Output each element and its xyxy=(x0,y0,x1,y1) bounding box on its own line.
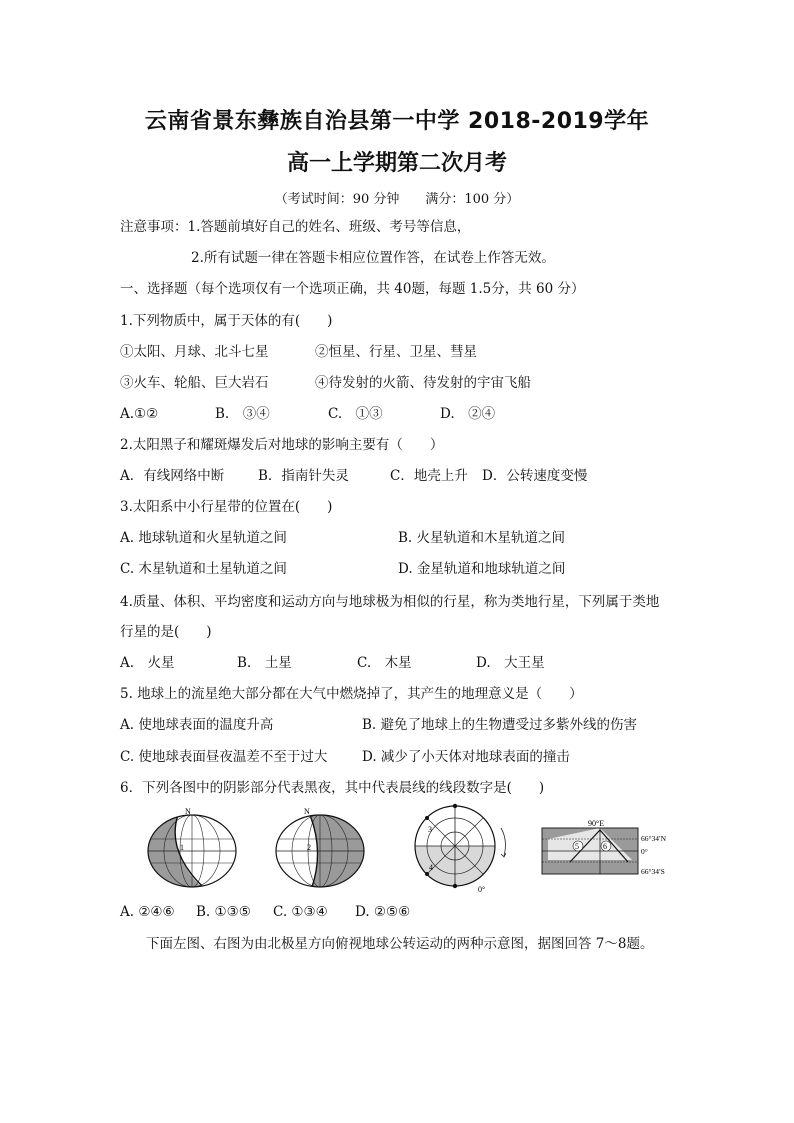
fig3-label-3: 3 xyxy=(428,825,432,834)
q4-stem-line2: 行星的是( ) xyxy=(120,624,212,640)
q6-option-a: A. ②④⑥ xyxy=(120,904,175,920)
q2-option-a: A．有线网络中断 xyxy=(120,468,225,484)
q4-option-d: D. 大王星 xyxy=(476,655,545,671)
q5-option-a: A. 使地球表面的温度升高 xyxy=(120,717,274,733)
q1-option-c: C. ①③ xyxy=(328,406,383,422)
q4-stem-line1: 4.质量、体积、平均密度和运动方向与地球极为相似的行星，称为类地行星，下列属于类地 xyxy=(120,594,660,610)
q4-option-a: A. 火星 xyxy=(120,655,175,671)
q1-item-2: ②恒星、行星、卫星、彗星 xyxy=(315,344,477,360)
q6-option-b: B. ①③⑤ xyxy=(196,904,251,920)
fig1-segment-label: 1 xyxy=(180,843,184,852)
q1-stem: 1.下列物质中，属于天体的有( ) xyxy=(120,313,333,329)
fig4-label-5: 5 xyxy=(575,842,579,851)
fig3-label-4: 4 xyxy=(429,863,433,872)
q2-option-c: C．地壳上升 xyxy=(390,468,468,484)
notice-line-2: 2.所有试题一律在答题卡相应位置作答，在试卷上作答无效。 xyxy=(191,250,555,266)
q1-option-b: B. ③④ xyxy=(215,406,270,422)
fig4-equator-label: 0° xyxy=(641,847,648,856)
fig4-lats-label: 66°34′S xyxy=(641,867,665,876)
q3-option-a: A. 地球轨道和火星轨道之间 xyxy=(120,530,287,546)
q5-option-c: C. 使地球表面昼夜温差不至于过大 xyxy=(120,749,328,765)
q2-stem: 2.太阳黑子和耀斑爆发后对地球的影响主要有（ ） xyxy=(120,437,444,453)
q1-item-3: ③火车、轮船、巨大岩石 xyxy=(120,375,269,391)
q6-option-d: D. ②⑤⑥ xyxy=(355,904,411,920)
q3-option-d: D. 金星轨道和地球轨道之间 xyxy=(398,561,566,577)
q2-option-d: D．公转速度变慢 xyxy=(482,468,588,484)
q5-option-b: B. 避免了地球上的生物遭受过多紫外线的伤害 xyxy=(362,717,638,733)
q5-stem: 5. 地球上的流星绝大部分都在大气中燃烧掉了，其产生的地理意义是（ ） xyxy=(120,686,583,702)
exam-title-line1: 云南省景东彝族自治县第一中学 2018-2019学年 xyxy=(144,109,650,134)
fig2-n-label: N xyxy=(304,807,310,816)
q3-option-c: C. 木星轨道和土星轨道之间 xyxy=(120,561,287,577)
passage-7-8: 下面左图、右图为由北极星方向俯视地球公转运动的两种示意图，据图回答 7～8题。 xyxy=(146,936,654,952)
notice-line-1: 注意事项：1.答题前填好自己的姓名、班级、考号等信息， xyxy=(120,219,471,235)
q3-option-b: B. 火星轨道和木星轨道之间 xyxy=(398,530,566,546)
fig4-latn-label: 66°34′N xyxy=(641,834,667,843)
q1-option-a: A.①② xyxy=(120,406,159,422)
fig2-segment-label: 2 xyxy=(307,843,311,852)
q5-option-d: D. 减少了小天体对地球表面的撞击 xyxy=(362,749,570,765)
exam-info: （考试时间：90 分钟 满分：100 分） xyxy=(274,192,520,207)
q6-figure-2 xyxy=(270,806,372,892)
q6-figure-1 xyxy=(142,806,244,892)
fig3-zero-label: 0° xyxy=(478,885,486,894)
q2-option-b: B．指南针失灵 xyxy=(258,468,349,484)
q6-figure-4 xyxy=(540,818,700,878)
fig1-n-label: N xyxy=(185,807,191,816)
q1-item-4: ④待发射的火箭、待发射的宇宙飞船 xyxy=(315,375,531,391)
q6-stem: 6．下列各图中的阴影部分代表黑夜，其中代表晨线的线段数字是( ) xyxy=(120,780,545,796)
q1-option-d: D. ②④ xyxy=(440,406,496,422)
q6-option-c: C. ①③④ xyxy=(273,904,328,920)
q6-figure-3 xyxy=(398,800,523,895)
fig4-longitude-label: 90°E xyxy=(588,819,605,828)
q4-option-c: C. 木星 xyxy=(357,655,412,671)
fig4-label-6: 6 xyxy=(603,842,607,851)
section-heading: 一、选择题（每个选项仅有一个选项正确，共 40题，每题 1.5分，共 60 分） xyxy=(120,281,585,297)
exam-title-line2: 高一上学期第二次月考 xyxy=(286,151,507,176)
q3-stem: 3.太阳系中小行星带的位置在( ) xyxy=(120,499,333,515)
q1-item-1: ①太阳、月球、北斗七星 xyxy=(120,344,269,360)
q4-option-b: B. 土星 xyxy=(237,655,292,671)
